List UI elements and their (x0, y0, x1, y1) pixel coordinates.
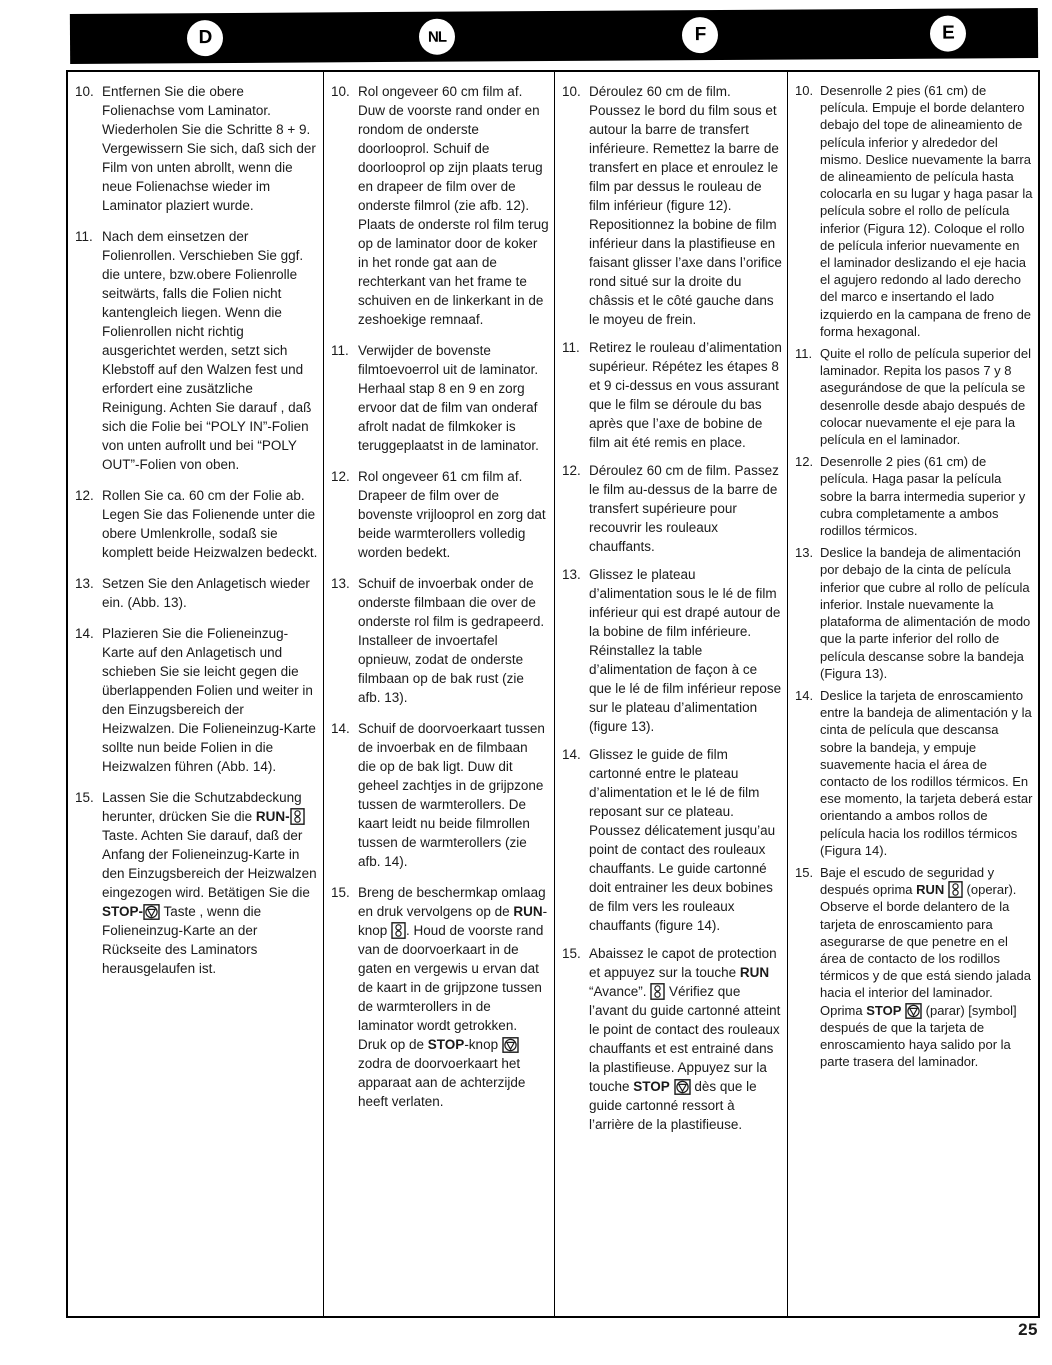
instruction-step-F-10 (562, 82, 782, 329)
instruction-step-NL-10 (331, 82, 549, 329)
run-icon (650, 983, 665, 1000)
column-D (68, 72, 324, 1316)
instruction-step-F-14 (562, 745, 782, 935)
step-text: Deslice la tarjeta de enroscamiento entre la bandeja de alimentación y la cinta de película que descansa sobre la bandeja, y empuje suavemente hacia el área de contacto de los rodillos térmicos. En ese momento, la tarjeta deberá estar orientando a ambos rollos de película hacia los rodillos térmicos (Figura 14). (820, 687, 1033, 858)
column-F (555, 72, 788, 1316)
step-number: 15. (331, 885, 350, 900)
language-badge-german: D (187, 20, 223, 56)
column-NL (324, 72, 555, 1316)
language-badge-dutch: NL (419, 19, 455, 55)
step-text: Schuif de doorvoerkaart tussen de invoerbak en de filmbaan die op de bak ligt. Duw dit geheel zachtjes in de grijpzone tussen de warmterollers. De kaart leidt nu beide filmrollen tussen de warmterollers (zie afb. 14). (358, 721, 545, 869)
instruction-step-F-11 (562, 338, 782, 452)
step-text: Deslice la bandeja de alimentación por debajo de la cinta de película inferior que cubre al rollo de película inferior. Instale nuevamente la plataforma de alimentación de modo que la parte inferior del rollo de película descanse sobre la bandeja (Figura 13). (820, 545, 1031, 681)
step-text: Desenrolle 2 pies (61 cm) de película. Empuje el borde delantero debajo del tope de alineamiento de película inferior y alrededor del mismo. Deslice nuevamente la barra de alineamiento de película hasta colocarla en su lugar y haga pasar la película sobre el rollo de película inferior (Figura 12). Coloque el rollo de película inferior nuevamente en el laminador deslizando el eje hacia el agujero redondo al lado derecho del marco e insertando el lado izquierdo en la campana de freno de forma hexagonal. (820, 83, 1033, 339)
step-number: 13. (331, 576, 350, 591)
instruction-step-D-14 (75, 624, 318, 776)
step-text: Déroulez 60 cm de film. Poussez le bord du film sous et autour la barre de transfert inférieure. Remettez la barre de transfert en place et enroulez le film par dessus le rouleau de film inférieur (figure 12). Repositionnez la bobine de film inférieur dans la plastifieuse en faisant glisser l’axe dans l’orifice rond situé sur la droite du châssis et le côté gauche dans le moyeu de frein. (589, 84, 782, 327)
step-text: Glissez le guide de film cartonné entre le plateau d’alimentation et le lé de film reposant sur ce plateau. Poussez délicatement jusqu’au point de contact des rouleaux chauffants. Le guide cartonné doit entrainer les deux bobines de film vers les rouleaux chauffants (figure 14). (589, 747, 776, 933)
step-text: Rollen Sie ca. 60 cm der Folie ab. Legen Sie das Folienende unter die obere Umlenkrolle, sodaß sie komplett beide Heizwalzen bedeckt. (102, 488, 318, 560)
step-text: Glissez le plateau d’alimentation sous le lé de film inférieur qui est drapé autour de la bobine de film inférieure. Réinstallez la table d’alimentation de façon à ce que le lé de film inférieur repose sur le plateau d’alimentation (figure 13). (589, 567, 782, 734)
step-number: 11. (795, 346, 813, 362)
step-text: Retirez le rouleau d’alimentation supérieur. Répétez les étapes 8 et 9 ci-dessus en vous assurant que le film se déroule du bas après que l’axe de bobine de film ait été remis en place. (589, 340, 782, 450)
step-number: 10. (562, 84, 581, 99)
stop-icon (905, 1003, 922, 1019)
stop-icon (674, 1079, 691, 1095)
step-text: Verwijder de bovenste filmtoevoerrol uit de laminator. Herhaal stap 8 en 9 en zorg ervoor dat de film van onderaf afrolt nadat de filmkoker is teruggeplaatst in de laminator. (358, 343, 539, 453)
instruction-step-F-12 (562, 461, 782, 556)
instruction-step-E-10 (795, 82, 1033, 340)
step-text: Desenrolle 2 pies (61 cm) de película. Haga pasar la película sobre la barra intermedia superior y cubra completamente a ambos rodillos térmicos. (820, 454, 1026, 539)
run-icon (290, 808, 305, 825)
run-icon (391, 922, 406, 939)
step-number: 14. (795, 687, 814, 703)
step-text: Baje el escudo de seguridad y después oprima RUN (operar). Observe el borde delantero de la tarjeta de enroscamiento para asegurarse de que penetre en el área de contacto de los rodillos térmicos y de que está siendo jalada hacia el interior del laminador. Oprima STOP (parar) [symbol] después de que la tarjeta de enroscamiento haya salido por la parte trasera del laminador. (820, 864, 1032, 1070)
instruction-step-E-12 (795, 453, 1033, 539)
stop-icon (143, 904, 160, 920)
step-number: 14. (75, 626, 94, 641)
step-number: 14. (331, 721, 350, 736)
step-text: Abaissez le capot de protection et appuyez sur la touche RUN “Avance”. Vérifiez que l’avant du guide cartonné atteint le point de contact des rouleaux chauffants et est entrainé dans la plastifieuse. Appuyez sur la touche STOP dès que le guide cartonné ressort à l’arrière de la plastifieuse. (589, 946, 781, 1132)
run-icon (948, 881, 963, 898)
step-text: Déroulez 60 cm de film. Passez le film au-dessus de la barre de transfert supérieure pour recouvrir les rouleaux chauffants. (589, 463, 779, 554)
instruction-step-E-14 (795, 687, 1033, 859)
instruction-step-D-10 (75, 82, 318, 215)
instruction-step-F-13 (562, 565, 782, 736)
step-number: 11. (562, 340, 580, 355)
step-number: 13. (75, 576, 94, 591)
instruction-step-E-11 (795, 345, 1033, 448)
instruction-step-D-12 (75, 486, 318, 562)
instruction-step-NL-13 (331, 574, 549, 707)
instruction-step-NL-14 (331, 719, 549, 871)
step-number: 13. (562, 567, 581, 582)
step-number: 12. (562, 463, 581, 478)
instruction-step-NL-15 (331, 883, 549, 1111)
step-number: 15. (562, 946, 581, 961)
step-number: 10. (795, 83, 814, 98)
stop-icon (502, 1037, 519, 1053)
step-text: Plazieren Sie die Folieneinzug-Karte auf den Anlagetisch und schieben Sie sie leicht gegen die überlappenden Folien und weiter in den Einzugsbereich der Heizwalzen. Die Folieneinzug-Karte sollte nun beide Folien in die Heizwalzen führen (Abb. 14). (102, 626, 316, 774)
step-number: 10. (331, 84, 350, 99)
step-text: Setzen Sie den Anlagetisch wieder ein. (Abb. 13). (102, 576, 310, 610)
step-number: 15. (75, 790, 94, 805)
step-text: Nach dem einsetzen der Folienrollen. Verschieben Sie ggf. die untere, bzw.obere Folienrolle seitwärts, falls die Folien nicht kantengleich liegen. Wenn die Folienrollen nicht richtig ausgerichtet werden, setzt sich Klebstoff auf den Walzen fest und erfordert eine zusätzliche Reinigung. Achten Sie darauf , daß sich die Folie bei “POLY IN”-Folien von unten aufrollt und bei “POLY OUT”-Folien von oben. (102, 229, 312, 472)
step-text: Rol ongeveer 61 cm film af. Drapeer de film over de bovenste vrijlooprol en zorg dat beide warmterollers volledig worden bedekt. (358, 469, 546, 560)
step-number: 15. (795, 864, 814, 880)
instruction-step-D-11 (75, 227, 318, 474)
column-E (788, 72, 1038, 1316)
step-number: 13. (795, 545, 814, 561)
step-text: Quite el rollo de película superior del laminador. Repita los pasos 7 y 8 asegurándose de que la película se desenrolle desde abajo después de colocar nuevamente el eje para la película en el laminador. (820, 346, 1032, 448)
instruction-step-F-15 (562, 944, 782, 1134)
step-text: Lassen Sie die Schutzabdeckung herunter, drücken Sie die RUN- Taste. Achten Sie darauf, daß der Anfang der Folieneinzug-Karte in den Einzugsbereich der Heizwalzen eingezogen wird. Betätigen Sie die STOP- Taste , wenn die Folieneinzug-Karte an der Rückseite des Laminators herausgelaufen ist. (102, 790, 317, 976)
instruction-step-NL-11 (331, 341, 549, 455)
step-text: Schuif de invoerbak onder de onderste filmbaan die over de onderste rol film is gedrapeerd. Installeer de invoertafel opnieuw, zodat de onderste filmbaan op de bak rust (zie afb. 13). (358, 576, 545, 705)
instruction-step-NL-12 (331, 467, 549, 562)
instructions-table (66, 70, 1040, 1318)
instruction-step-E-15 (795, 864, 1033, 1070)
step-number: 11. (75, 229, 93, 244)
instruction-step-E-13 (795, 544, 1033, 682)
language-badge-spanish: E (930, 15, 966, 51)
step-text: Entfernen Sie die obere Folienachse vom Laminator. Wiederholen Sie die Schritte 8 + 9. Vergewissern Sie sich, daß sich der Film von unten abrollt, wenn die neue Folienachse wieder im Laminator plaziert wurde. (102, 84, 316, 213)
instruction-step-D-13 (75, 574, 318, 612)
step-number: 12. (795, 454, 814, 470)
step-number: 11. (331, 343, 349, 358)
language-header-bar (70, 8, 1038, 64)
step-number: 10. (75, 84, 94, 99)
step-text: Breng de beschermkap omlaag en druk vervolgens op de RUN-knop . Houd de voorste rand van de doorvoerkaart in de gaten en vergewis u ervan dat de kaart in de grijpzone tussen de warmterollers in de laminator wordt getrokken. Druk op de STOP-knop zodra de doorvoerkaart het apparaat aan de achterzijde heeft verlaten. (358, 885, 548, 1109)
page-number: 25 (1018, 1320, 1038, 1339)
step-number: 14. (562, 747, 581, 762)
language-badge-french: F (682, 17, 718, 53)
step-number: 12. (75, 488, 94, 503)
step-text: Rol ongeveer 60 cm film af. Duw de voorste rand onder en rondom de onderste doorlooprol. Schuif de doorlooprol op zijn plaats terug en drapeer de film over de onderste filmrol (zie afb. 12). Plaats de onderste rol film terug op de laminator door de koker in het ronde gat aan de rechterkant van het frame te schuiven en de linkerkant in de zeshoekige remnaaf. (358, 84, 549, 327)
step-number: 12. (331, 469, 350, 484)
instruction-step-D-15 (75, 788, 318, 978)
